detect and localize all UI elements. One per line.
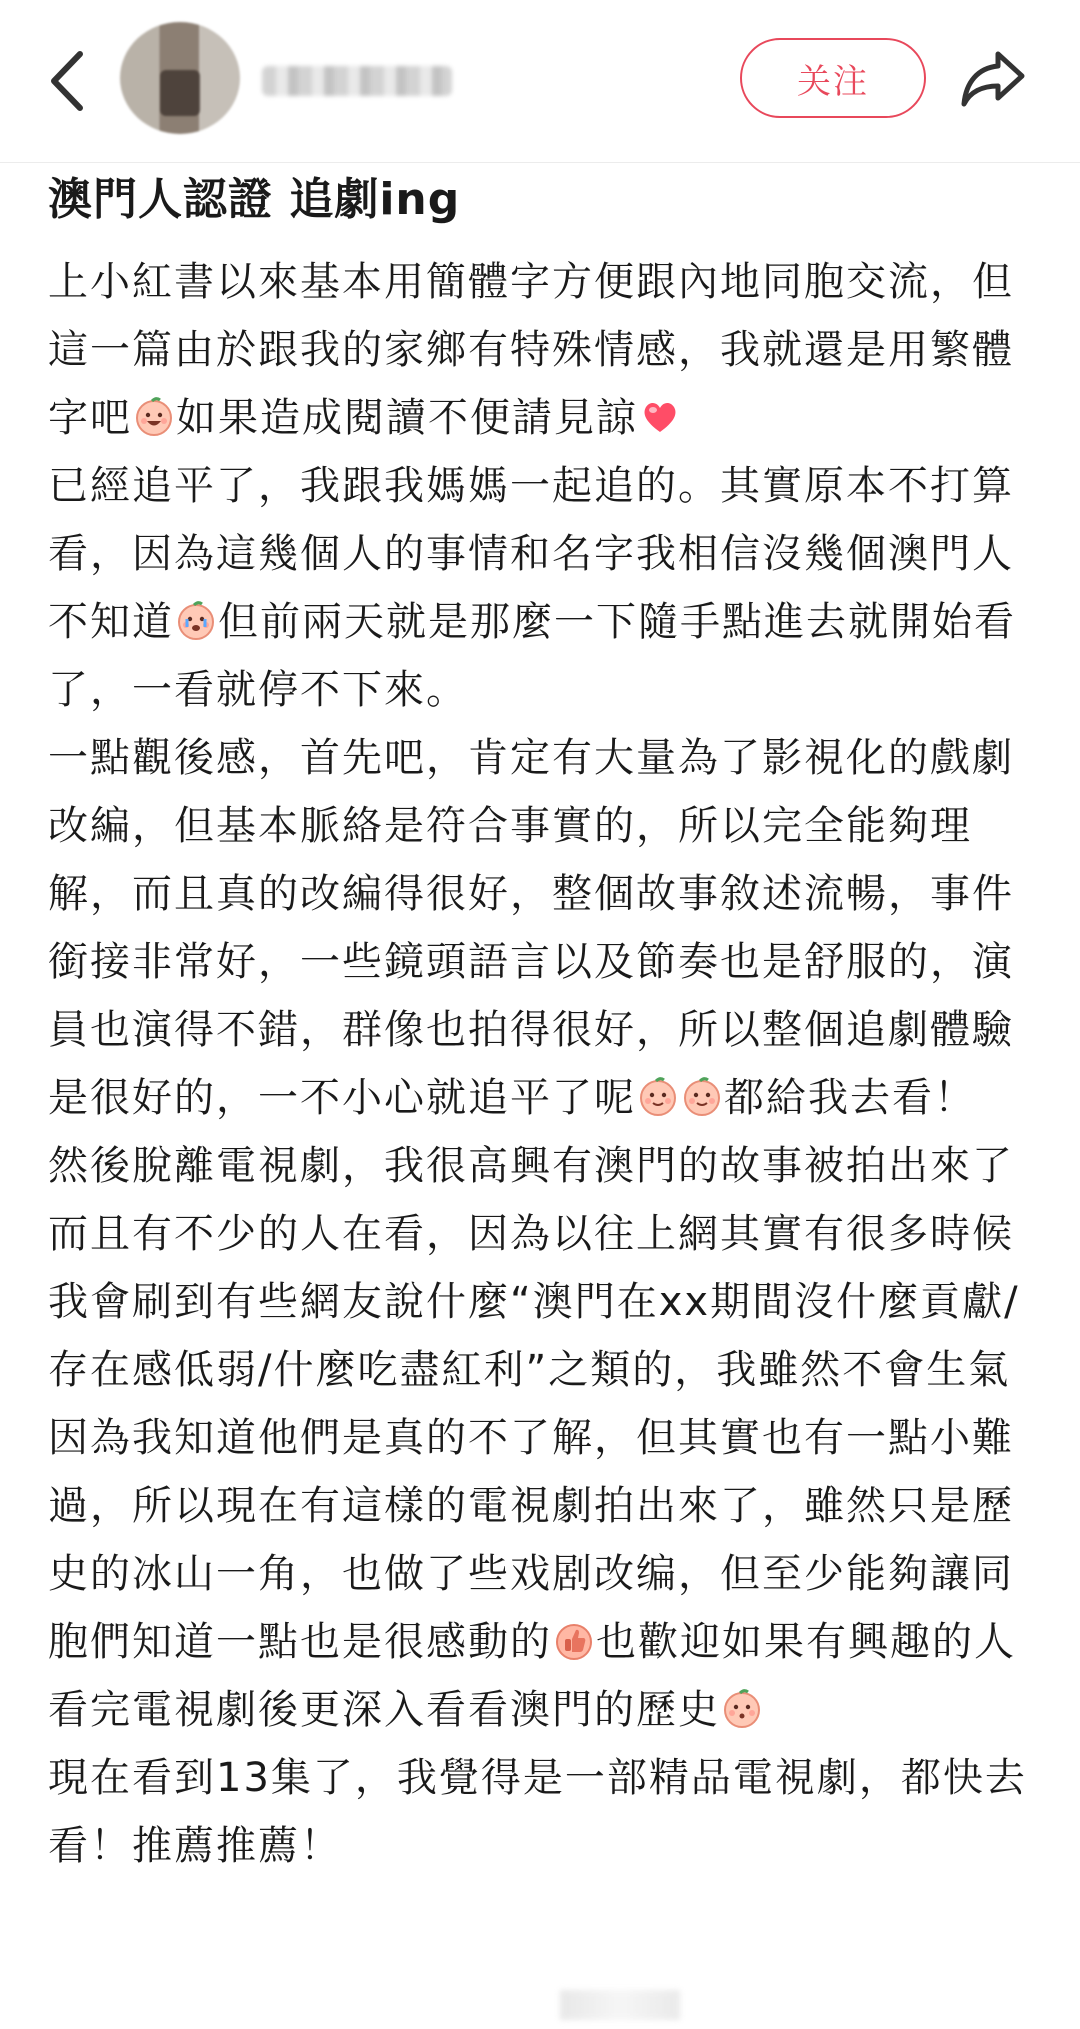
back-arrow-icon[interactable] [44, 46, 94, 116]
shy-peach-emoji [682, 1070, 722, 1110]
heart-emoji [640, 390, 680, 430]
curious-peach-emoji [722, 1682, 762, 1722]
post-paragraph [48, 452, 1038, 724]
author-name-redacted[interactable] [262, 66, 452, 96]
post-text: 上小紅書以來基本用簡體字方便跟內地同胞交流，但這一篇由於跟我的家鄉有特殊情感，我就還是用繁體字吧 [48, 259, 1014, 441]
post-paragraph [48, 248, 1038, 452]
post-text: 如果造成閱讀不便請見諒 [176, 395, 638, 441]
top-bar [0, 0, 1080, 163]
post-text: 現在看到13集了，我覺得是一部精品電視劇，都快去看！推薦推薦！ [48, 1755, 1027, 1869]
post-text: 然後脫離電視劇，我很高興有澳門的故事被拍出來了而且有不少的人在看，因為以往上網其實有很多時候我會刷到有些網友說什麼“澳門在xx期間沒什麼貢獻/存在感低弱/什麼吃盡紅利”之類的，我雖然不會生氣因為我知道他們是真的不了解，但其實也有一點小難過，所以現在有這樣的電視劇拍出來了，雖然只是歷史的冰山一角，也做了些戏剧改编，但至少能夠讓同胞們知道一點也是很感動的 [48, 1143, 1020, 1665]
post-body [48, 248, 1038, 1880]
post-title: 澳門人認證 追劇ing [48, 174, 461, 225]
post-text: 都給我去看！ [724, 1075, 976, 1121]
post-paragraph [48, 1744, 1038, 1880]
post-text: 一點觀後感，首先吧，肯定有大量為了影視化的戲劇改編，但基本脈絡是符合事實的，所以完全能夠理解，而且真的改編得很好，整個故事敘述流暢，事件銜接非常好，一些鏡頭語言以及節奏也是舒服的，演員也演得不錯，群像也拍得很好，所以整個追劇體驗是很好的，一不小心就追平了呢 [48, 735, 1014, 1121]
shy-peach-emoji [638, 1070, 678, 1110]
crying-peach-emoji [176, 594, 216, 634]
share-icon[interactable] [958, 48, 1028, 110]
post-text: 已經追平了，我跟我媽媽一起追的。其實原本不打算看，因為這幾個人的事情和名字我相信沒幾個澳門人不知道 [48, 463, 1014, 645]
post-paragraph [48, 724, 1038, 1132]
follow-button[interactable]: 关注 [740, 38, 926, 118]
watermark-blur [560, 1990, 680, 2020]
laughing-peach-emoji [134, 390, 174, 430]
thumbs-up-emoji [554, 1614, 594, 1654]
post-paragraph [48, 1132, 1038, 1744]
post-text: 但前兩天就是那麼一下隨手點進去就開始看了，一看就停不下來。 [48, 599, 1016, 713]
post-text: 也歡迎如果有興趣的人看完電視劇後更深入看看澳門的歷史 [48, 1619, 1016, 1733]
author-avatar[interactable] [120, 22, 240, 134]
